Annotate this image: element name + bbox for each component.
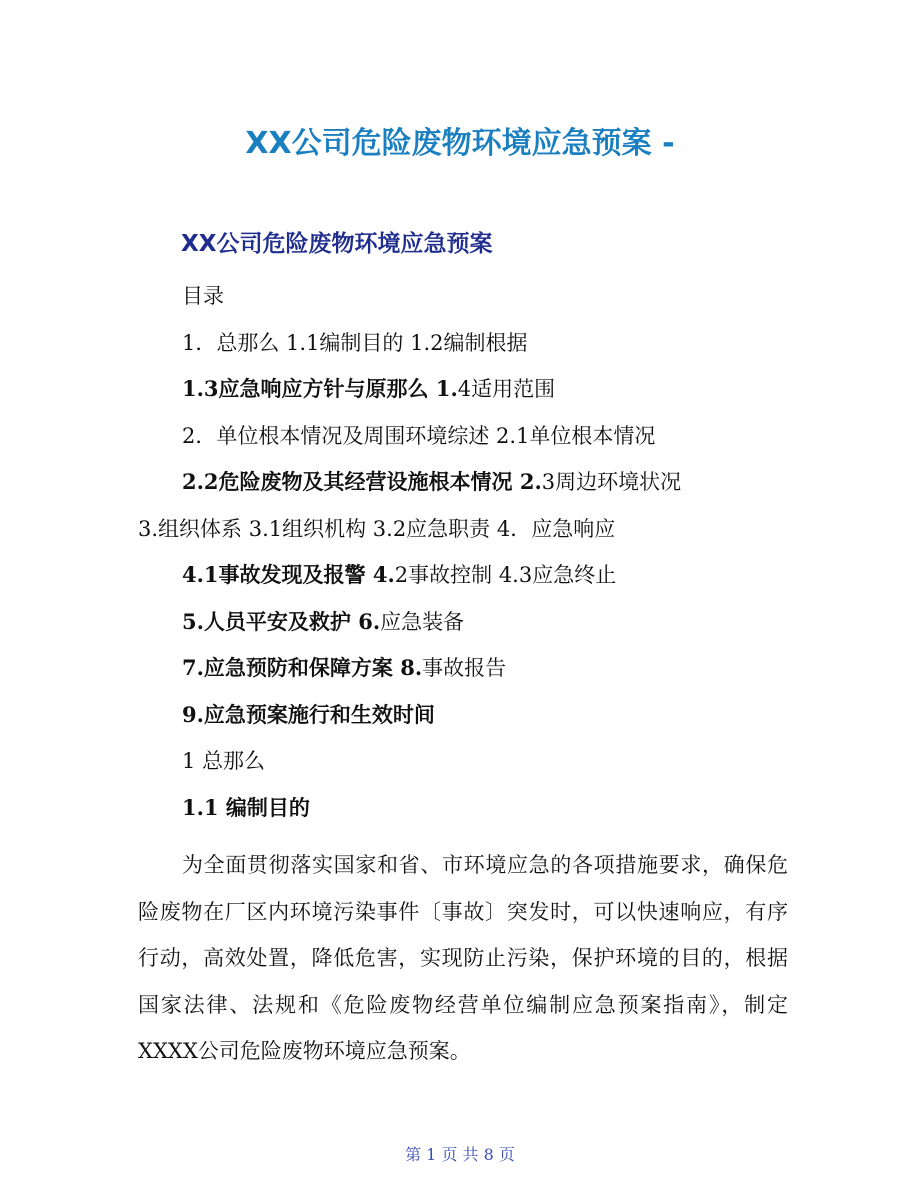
page-footer: 第 1 页 共 8 页 [405,1145,515,1164]
toc-heading: 目录 [182,284,224,308]
section-heading: 1 总那么 [182,749,266,773]
toc-line: 2．单位根本情况及周围环境综述 2.1单位根本情况 [182,424,656,448]
body-paragraph: 为全面贯彻落实国家和省、市环境应急的各项措施要求，确保危险废物在厂区内环境污染事件〔事故〕突发时，可以快速响应，有序行动，高效处置，降低危害，实现防止污染，保护环境的目的，根据国家法律、法规和《危险废物经营单位编制应急预案指南》，制定XXXX公司危险废物环境应急预案。 [138,853,788,1063]
toc-line: 4.1事故发现及报警 4.2事故控制 4.3应急终止 [182,562,617,587]
subsection-heading: 1.1 编制目的 [182,795,310,820]
toc-line: 9.应急预案施行和生效时间 [182,702,435,727]
document-subtitle: XX公司危险废物环境应急预案 [181,231,493,257]
toc-line: 1.3应急响应方针与原那么 1.4适用范围 [182,376,556,401]
document-title: XX公司危险废物环境应急预案 - [245,126,675,161]
toc-line: 7.应急预防和保障方案 8.事故报告 [182,655,507,680]
toc-line: 5.人员平安及救护 6.应急装备 [182,609,465,634]
toc-line: 1．总那么 1.1编制目的 1.2编制根据 [182,331,528,355]
toc-line: 2.2危险废物及其经营设施根本情况 2.3周边环境状况 [182,469,682,494]
toc-line: 3.组织体系 3.1组织机构 3.2应急职责 4．应急响应 [138,517,616,541]
